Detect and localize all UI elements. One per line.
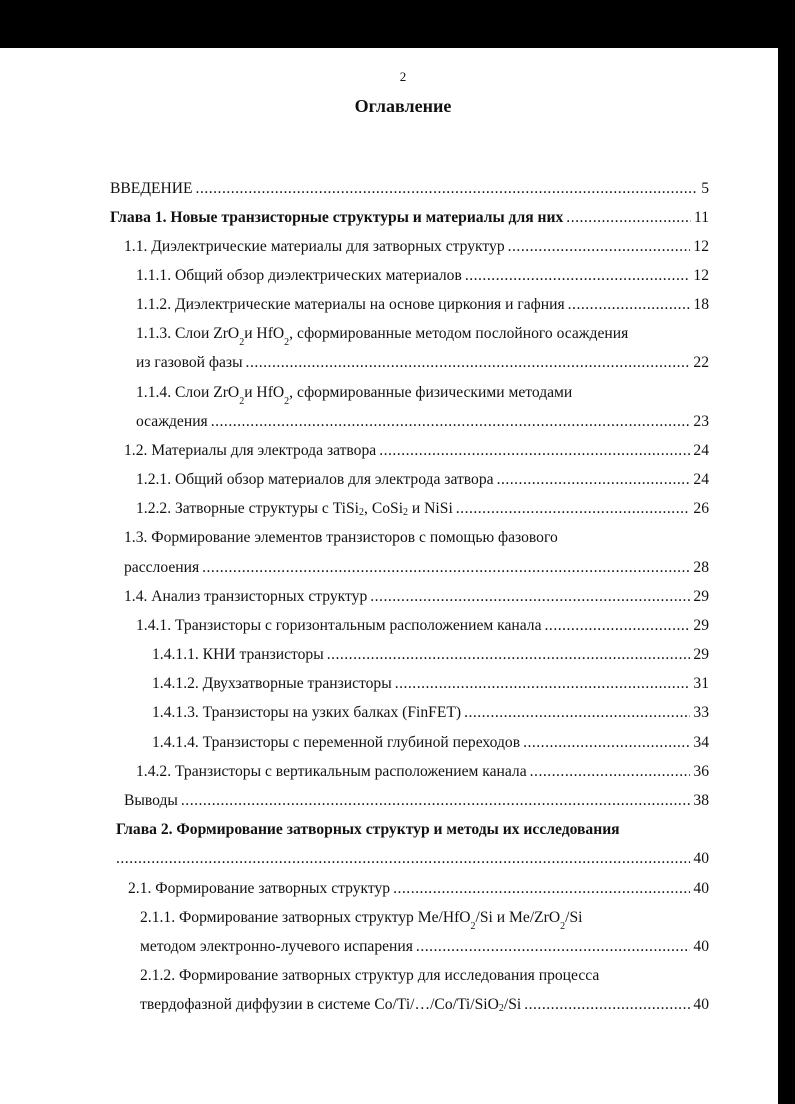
toc-entry-line1[interactable]: 1.1.3. Слои ZrO 2 и HfO 2 , сформированные методом послойного осаждения — [136, 325, 629, 348]
toc-entry-line1[interactable]: 2.1.2. Формирование затворных структур для исследования процесса — [140, 967, 600, 984]
toc-page: 23 — [693, 413, 709, 430]
page-title: Оглавление — [354, 96, 452, 116]
toc-entry-text: 1.4.1.3. Транзисторы на узких балках (FinFET) — [152, 704, 462, 721]
toc-entry[interactable] — [128, 876, 709, 898]
toc-page: 11 — [693, 209, 709, 226]
toc-dots — [530, 763, 691, 781]
toc-entry[interactable] — [124, 788, 709, 810]
toc-entry-chapter[interactable] — [110, 205, 709, 227]
toc-page: 18 — [693, 296, 709, 313]
toc-page: 22 — [693, 354, 709, 371]
toc-entry-line1[interactable]: 1.1.4. Слои ZrO 2 и HfO 2 , сформированные физическими методами — [136, 384, 573, 407]
toc-page: 40 — [693, 938, 709, 955]
toc-entry-text: 1.4.2. Транзисторы с вертикальным расположением канала — [136, 763, 527, 780]
page-number: 2 — [399, 69, 407, 84]
toc-entry-text: 1.4.1.2. Двухзатворные транзисторы — [152, 675, 392, 692]
toc-entry[interactable] — [124, 584, 709, 606]
toc-page: 40 — [693, 996, 709, 1013]
toc-dots — [393, 880, 690, 898]
toc-entry-text: 1.4.1. Транзисторы с горизонтальным расположением канала — [136, 617, 542, 634]
toc-entry[interactable] — [136, 350, 709, 372]
toc-entry[interactable] — [136, 263, 709, 285]
toc-dots — [181, 792, 691, 810]
toc-entry-text: Глава 1. Новые транзисторные структуры и материалы для них — [110, 209, 564, 226]
toc-entry[interactable] — [152, 700, 709, 722]
toc-entry[interactable] — [136, 496, 709, 518]
toc-entry-text: из газовой фазы — [136, 354, 243, 371]
toc-entry-text: расслоения — [124, 559, 200, 576]
toc-entry-text: Выводы — [124, 792, 178, 809]
toc-dots — [202, 559, 690, 577]
toc-page: 24 — [693, 471, 709, 488]
toc-dots — [370, 588, 690, 606]
toc-entry-text: 1.2.2. Затворные структуры с TiSi$_2$, CoSi$_2$ и NiSi — [136, 500, 453, 518]
toc-dots — [395, 675, 691, 693]
toc-entry[interactable] — [140, 934, 709, 956]
toc-page: 40 — [693, 850, 709, 867]
toc-entry-text: 2.1. Формирование затворных структур — [128, 880, 391, 897]
toc-entry[interactable] — [124, 555, 709, 577]
toc-entry-text: 1.4.1.1. КНИ транзисторы — [152, 646, 324, 663]
toc-dots — [211, 413, 691, 431]
toc-entry[interactable] — [136, 409, 709, 431]
toc-page: 29 — [693, 617, 709, 634]
toc-entry-text: 1.2. Материалы для электрода затвора — [124, 442, 377, 459]
toc-entry[interactable] — [110, 176, 709, 198]
toc-entry[interactable] — [136, 292, 709, 314]
toc-page: 31 — [693, 675, 709, 692]
toc-entry-text: 1.4. Анализ транзисторных структур — [124, 588, 368, 605]
toc-page: 24 — [693, 442, 709, 459]
toc-entry-text: 1.4.1.4. Транзисторы с переменной глубиной переходов — [152, 734, 521, 751]
toc-entry[interactable] — [152, 642, 709, 664]
toc-page: 26 — [693, 500, 709, 517]
toc-page: 36 — [693, 763, 709, 780]
toc-entry-line1[interactable]: 2.1.1. Формирование затворных структур Me/HfO 2 /Si и Me/ZrO 2 /Si — [140, 909, 583, 932]
toc-page: 5 — [701, 180, 709, 197]
toc-page: 34 — [693, 734, 709, 751]
toc-page: 40 — [693, 880, 709, 897]
toc-entry[interactable] — [140, 992, 709, 1014]
toc-entry-chapter[interactable] — [116, 846, 709, 868]
toc-entry[interactable] — [152, 730, 709, 752]
toc-dots — [566, 209, 691, 227]
toc-dots — [568, 296, 691, 314]
toc-entry-text: 1.1. Диэлектрические материалы для затворных структур — [124, 238, 505, 255]
toc-entry-line1[interactable]: 1.3. Формирование элементов транзисторов с помощью фазового — [124, 529, 558, 546]
toc-page: 33 — [693, 704, 709, 721]
toc-entry-text: 1.1.1. Общий обзор диэлектрических материалов — [136, 267, 462, 284]
toc-page: 28 — [693, 559, 709, 576]
toc-dots — [456, 500, 691, 518]
toc-dots — [465, 267, 691, 285]
toc-entry-text: осаждения — [136, 413, 208, 430]
toc-page: 38 — [693, 792, 709, 809]
toc-dots — [545, 617, 691, 635]
toc-entry[interactable] — [136, 759, 709, 781]
toc-dots — [116, 850, 690, 868]
toc-entry-text: 1.1.2. Диэлектрические материалы на основе циркония и гафния — [136, 296, 565, 313]
toc-dots — [416, 938, 690, 956]
toc-dots — [196, 180, 699, 198]
toc-page: 12 — [693, 238, 709, 255]
toc-dots — [523, 734, 690, 752]
toc-page: 12 — [693, 267, 709, 284]
toc-dots — [524, 996, 690, 1014]
toc-dots — [497, 471, 691, 489]
toc-page: 29 — [693, 588, 709, 605]
toc-entry[interactable] — [136, 613, 709, 635]
toc-dots — [379, 442, 690, 460]
toc-entry-chapter-line1[interactable]: Глава 2. Формирование затворных структур и методы их исследования — [116, 821, 620, 838]
toc-entry-text: методом электронно-лучевого испарения — [140, 938, 413, 955]
toc-entry[interactable] — [124, 438, 709, 460]
toc-entry[interactable] — [124, 234, 709, 256]
toc-entry[interactable] — [136, 467, 709, 489]
toc-dots — [508, 238, 691, 256]
toc-dots — [327, 646, 691, 664]
toc-entry-text: 1.2.1. Общий обзор материалов для электрода затвора — [136, 471, 494, 488]
toc-entry[interactable] — [152, 671, 709, 693]
toc-entry-text: ВВЕДЕНИЕ — [110, 180, 193, 197]
toc-dots — [464, 704, 690, 722]
toc-page: 29 — [693, 646, 709, 663]
toc-dots — [246, 354, 691, 372]
toc-entry-text: твердофазной диффузии в системе Co/Ti/…/Co/Ti/SiO$_2$/Si — [140, 996, 522, 1014]
